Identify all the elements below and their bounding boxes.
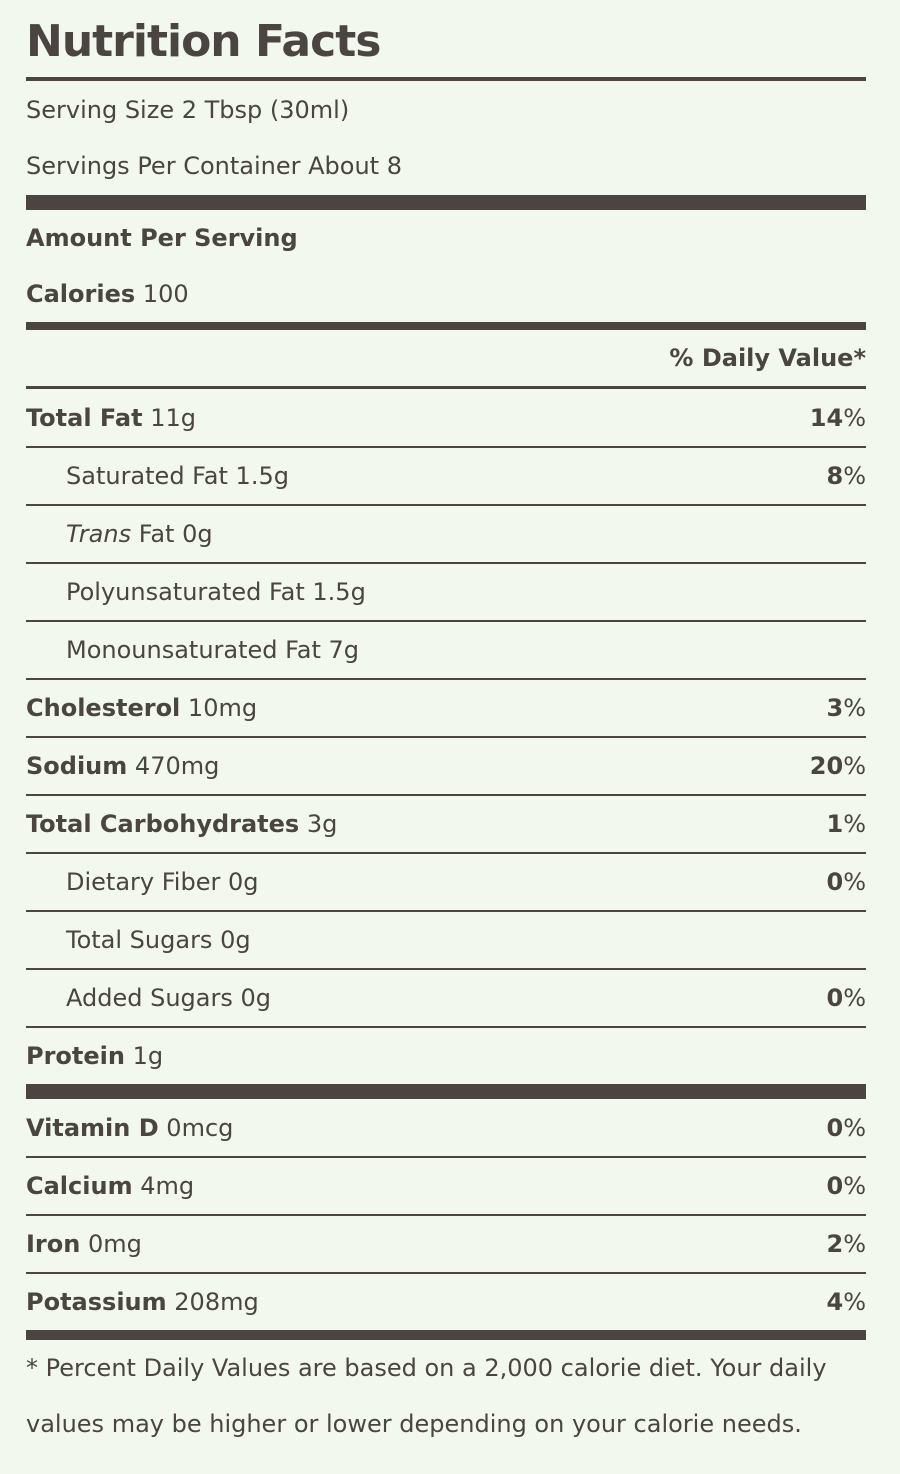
- vitamin-name: [26, 1114, 233, 1142]
- vitamin-name: [26, 1172, 194, 1200]
- nutrient-percent: [826, 984, 866, 1012]
- nutrient-name: [26, 694, 257, 722]
- nutrient-label-rest: Fat: [138, 520, 175, 548]
- nutrient-percent: [826, 462, 866, 490]
- nutrient-amount: 0g: [182, 520, 213, 548]
- nutrient-row: [26, 970, 866, 1028]
- nutrient-percent-value: 20: [809, 752, 844, 780]
- nutrient-label: Added Sugars: [66, 984, 233, 1012]
- vitamin-amount: 0mg: [87, 1230, 142, 1258]
- percent-sign: %: [843, 404, 866, 432]
- calories-line: [26, 277, 866, 311]
- nutrient-name: [26, 578, 366, 606]
- nutrient-amount: 11g: [150, 404, 196, 432]
- nutrient-name: [26, 404, 196, 432]
- nutrient-percent-value: 14: [809, 404, 844, 432]
- nutrient-label: Dietary Fiber: [66, 868, 221, 896]
- percent-sign: %: [843, 1288, 866, 1316]
- nutrient-label: Sodium: [26, 752, 128, 780]
- vitamin-percent-value: 0: [826, 1172, 844, 1200]
- nutrient-row: [26, 738, 866, 796]
- nutrient-name: [26, 810, 337, 838]
- vitamin-label: Vitamin D: [26, 1114, 159, 1142]
- nutrient-name: [26, 984, 271, 1012]
- nutrient-amount: 0g: [220, 926, 251, 954]
- servings-per-container: Servings Per Container About 8: [26, 152, 402, 180]
- nutrient-row: [26, 854, 866, 912]
- nutrient-name: [26, 926, 251, 954]
- nutrient-row: [26, 796, 866, 854]
- nutrient-amount: 0g: [240, 984, 272, 1012]
- nutrient-label: Saturated Fat: [66, 462, 228, 490]
- vitamin-name: [26, 1288, 259, 1316]
- nutrient-label: Trans: [66, 520, 132, 548]
- percent-sign: %: [843, 868, 866, 896]
- nutrient-percent: [826, 694, 866, 722]
- footnote-line-1: * Percent Daily Values are based on a 2,000 calorie diet. Your daily: [26, 1354, 827, 1382]
- vitamin-amount: 4mg: [140, 1172, 195, 1200]
- nutrient-name: [26, 752, 219, 780]
- nutrient-amount: 1.5g: [235, 462, 289, 490]
- nutrient-percent-value: 1: [826, 810, 844, 838]
- thick-rule-middle: [26, 1084, 866, 1099]
- nutrient-amount: 470mg: [134, 752, 220, 780]
- nutrient-amount: 3g: [306, 810, 338, 838]
- vitamin-name: [26, 1230, 142, 1258]
- nutrient-label: Total Fat: [26, 404, 143, 432]
- vitamin-percent: [826, 1172, 866, 1200]
- footnote-line-2: values may be higher or lower depending on your calorie needs.: [26, 1410, 802, 1438]
- amount-per-serving: Amount Per Serving: [26, 224, 298, 252]
- percent-sign: %: [843, 462, 866, 490]
- label-title: Nutrition Facts: [26, 16, 381, 67]
- nutrient-amount: 1g: [132, 1042, 164, 1070]
- nutrient-row: [26, 1028, 866, 1084]
- percent-sign: %: [843, 694, 866, 722]
- vitamin-row: [26, 1274, 866, 1330]
- vitamin-percent-value: 4: [826, 1288, 844, 1316]
- nutrient-percent-value: 8: [826, 462, 844, 490]
- nutrient-label: Polyunsaturated Fat: [66, 578, 305, 606]
- nutrient-row: [26, 680, 866, 738]
- vitamin-row: [26, 1100, 866, 1158]
- calories-value: 100: [142, 280, 189, 308]
- vitamin-row: [26, 1216, 866, 1274]
- nutrient-label: Monounsaturated Fat: [66, 636, 321, 664]
- nutrient-amount: 10mg: [187, 694, 258, 722]
- nutrient-label: Total Carbohydrates: [26, 810, 300, 838]
- percent-sign: %: [843, 1114, 866, 1142]
- thick-rule-bottom: [26, 1330, 866, 1340]
- medium-rule: [26, 322, 866, 330]
- vitamin-percent: [826, 1114, 866, 1142]
- percent-sign: %: [843, 1172, 866, 1200]
- nutrient-name: [26, 868, 258, 896]
- thick-rule-top: [26, 195, 866, 210]
- vitamin-amount: 0mcg: [166, 1114, 234, 1142]
- vitamin-percent: [826, 1230, 866, 1258]
- nutrient-label: Cholesterol: [26, 694, 181, 722]
- nutrient-percent: [810, 752, 866, 780]
- vitamin-percent-value: 2: [826, 1230, 844, 1258]
- nutrient-percent: [826, 868, 866, 896]
- nutrient-row: [26, 448, 866, 506]
- nutrient-percent: [810, 404, 866, 432]
- nutrient-row: [26, 912, 866, 970]
- nutrient-row: [26, 622, 866, 680]
- nutrient-percent: [826, 810, 866, 838]
- nutrient-row: [26, 506, 866, 564]
- percent-sign: %: [843, 1230, 866, 1258]
- nutrient-amount: 7g: [328, 636, 360, 664]
- percent-sign: %: [843, 810, 866, 838]
- serving-size: Serving Size 2 Tbsp (30ml): [26, 96, 350, 124]
- nutrient-name: [26, 636, 359, 664]
- nutrient-label: Total Sugars: [66, 926, 213, 954]
- percent-sign: %: [843, 752, 866, 780]
- nutrient-amount: 1.5g: [312, 578, 366, 606]
- vitamin-row: [26, 1158, 866, 1216]
- vitamin-label: Calcium: [26, 1172, 133, 1200]
- nutrient-percent-value: 3: [826, 694, 844, 722]
- percent-sign: %: [843, 984, 866, 1012]
- nutrient-name: [26, 1042, 163, 1070]
- calories-label: Calories: [26, 280, 136, 308]
- vitamin-label: Iron: [26, 1230, 81, 1258]
- dv-rule: [26, 386, 866, 389]
- nutrient-percent-value: 0: [826, 868, 844, 896]
- nutrient-percent-value: 0: [826, 984, 844, 1012]
- nutrient-name: [26, 462, 289, 490]
- vitamin-label: Potassium: [26, 1288, 167, 1316]
- vitamin-percent-value: 0: [826, 1114, 844, 1142]
- nutrient-label: Protein: [26, 1042, 125, 1070]
- nutrient-amount: 0g: [227, 868, 259, 896]
- vitamin-percent: [826, 1288, 866, 1316]
- vitamin-amount: 208mg: [174, 1288, 259, 1316]
- title-rule: [26, 77, 866, 81]
- nutrient-row: [26, 390, 866, 448]
- nutrient-name: [26, 520, 213, 548]
- daily-value-header: % Daily Value*: [669, 344, 866, 372]
- nutrient-row: [26, 564, 866, 622]
